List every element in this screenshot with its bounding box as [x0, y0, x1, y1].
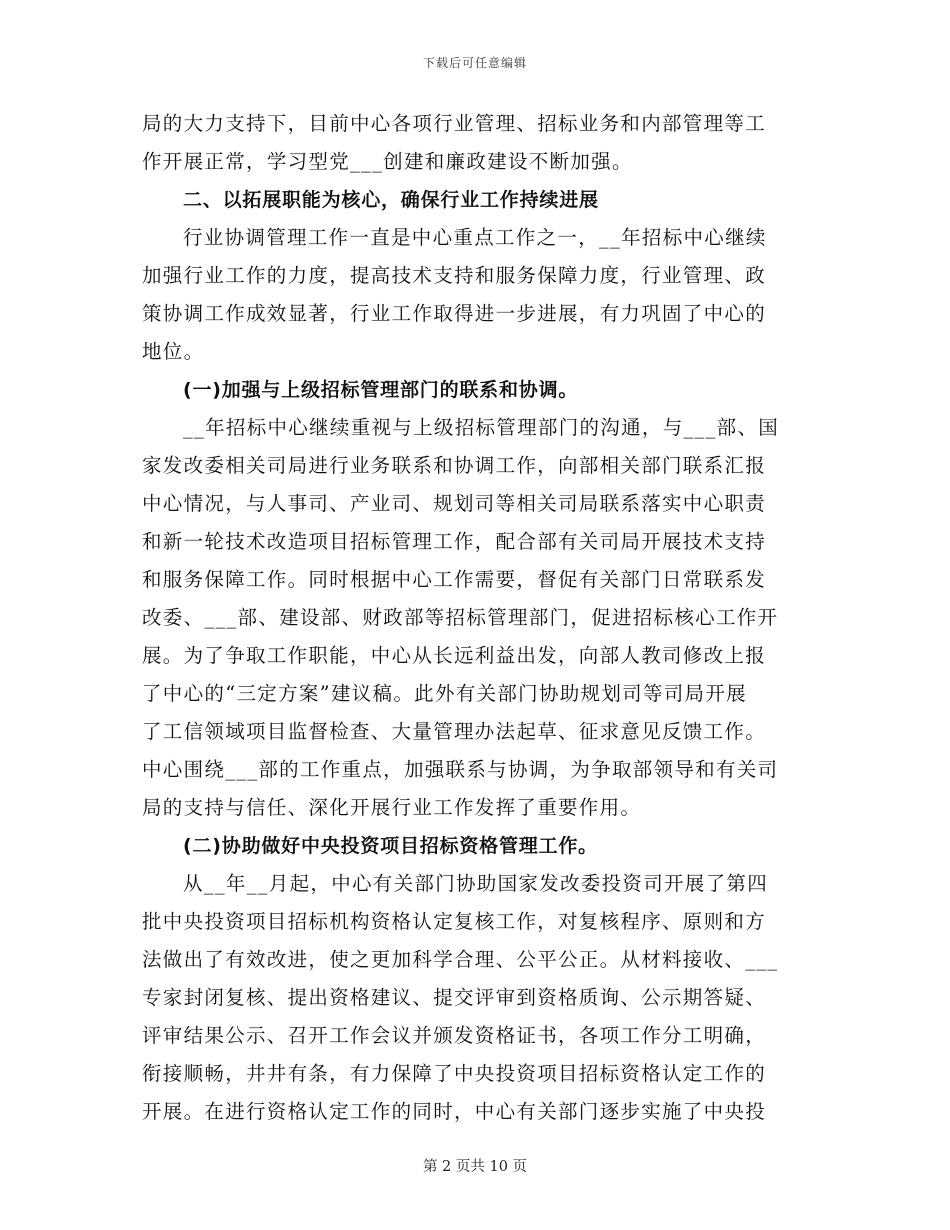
body-line: 了工信领域项目监督检查、大量管理办法起草、征求意见反馈工作。 — [142, 720, 767, 743]
body-line: 改委、___部、建设部、财政部等招标管理部门，促进招标核心工作开 — [142, 606, 779, 629]
page-number: 第 2 页共 10 页 — [422, 1159, 528, 1175]
body-line: 家发改委相关司局进行业务联系和协调工作，向部相关部门联系汇报 — [142, 454, 767, 477]
body-line: 法做出了有效改进，使之更加科学合理、公平公正。从材料接收、___ — [142, 948, 779, 971]
body-line: 评审结果公示、召开工作会议并颁发资格证书，各项工作分工明确， — [142, 1024, 767, 1047]
body-line: 批中央投资项目招标机构资格认定复核工作，对复核程序、原则和方 — [142, 910, 767, 933]
body-line: 中心情况，与人事司、产业司、规划司等相关司局联系落实中心职责 — [142, 492, 767, 515]
body-line: 局的大力支持下，目前中心各项行业管理、招标业务和内部管理等工 — [142, 112, 767, 135]
body-line: 衔接顺畅，井井有条，有力保障了中央投资项目招标资格认定工作的 — [142, 1062, 767, 1085]
paragraph-first-line: 从__年__月起，中心有关部门协助国家发改委投资司开展了第四 — [183, 872, 768, 895]
body-line: 了中心的“三定方案”建议稿。此外有关部门协助规划司等司局开展 — [142, 682, 747, 705]
subsection-heading: (一)加强与上级招标管理部门的联系和协调。 — [183, 379, 579, 401]
page-header: 下载后可任意编辑 — [422, 56, 527, 70]
body-line: 地位。 — [142, 340, 205, 363]
body-line: 和服务保障工作。同时根据中心工作需要，督促有关部门日常联系发 — [142, 568, 767, 591]
body-line: 开展。在进行资格认定工作的同时，中心有关部门逐步实施了中央投 — [142, 1100, 767, 1123]
paragraph-first-line: 行业协调管理工作一直是中心重点工作之一，__年招标中心继续 — [183, 226, 767, 249]
document-body — [142, 105, 810, 1131]
paragraph-first-line: __年招标中心继续重视与上级招标管理部门的沟通，与___部、国 — [183, 416, 780, 439]
body-line: 专家封闭复核、提出资格建议、提交评审到资格质询、公示期答疑、 — [142, 986, 767, 1009]
body-line: 加强行业工作的力度，提高技术支持和服务保障力度，行业管理、政 — [142, 264, 767, 287]
section-heading: 二、以拓展职能为核心，确保行业工作持续进展 — [183, 189, 599, 211]
body-line: 和新一轮技术改造项目招标管理工作，配合部有关司局开展技术支持 — [142, 530, 767, 553]
body-line: 策协调工作成效显著，行业工作取得进一步进展，有力巩固了中心的 — [142, 302, 767, 325]
body-line: 作开展正常，学习型党___创建和廉政建设不断加强。 — [142, 150, 633, 173]
body-line: 中心围绕___部的工作重点，加强联系与协调，为争取部领导和有关司 — [142, 758, 779, 781]
subsection-heading: (二)协助做好中央投资项目招标资格管理工作。 — [183, 835, 598, 857]
body-line: 局的支持与信任、深化开展行业工作发挥了重要作用。 — [142, 796, 642, 819]
body-line: 展。为了争取工作职能，中心从长远利益出发，向部人教司修改上报 — [142, 644, 767, 667]
